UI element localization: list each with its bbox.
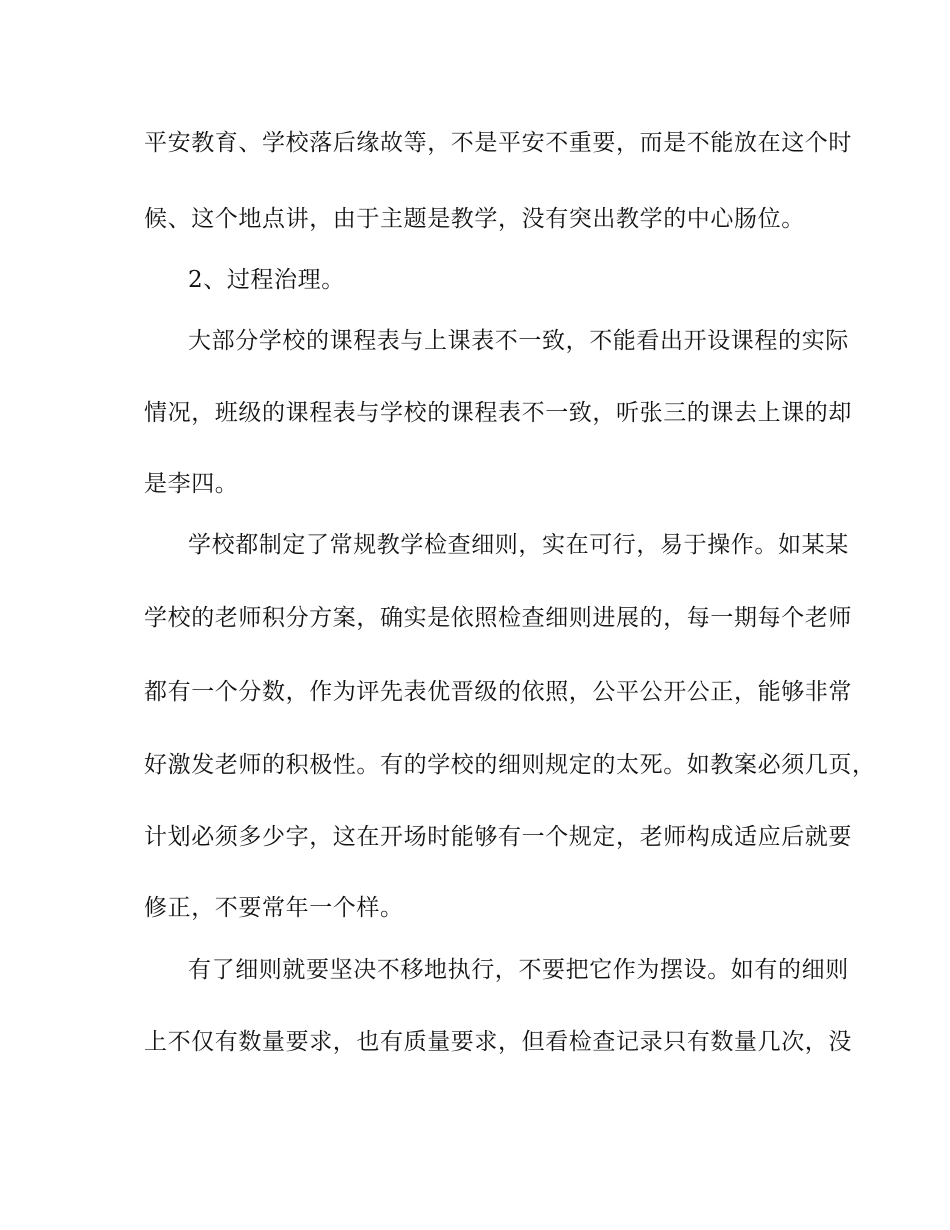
text-line: 学校的老师积分方案，确实是依照检查细则进展的，每一期每个老师 [144, 605, 852, 631]
section-heading: 2、过程治理。 [188, 267, 345, 293]
text-line: 候、这个地点讲，由于主题是教学，没有突出教学的中心肠位。 [144, 206, 805, 232]
text-line: 有了细则就要坚决不移地执行，不要把它作为摆设。如有的细则 [188, 957, 849, 983]
text-line: 是李四。 [144, 471, 239, 497]
text-line: 学校都制定了常规教学检查细则，实在可行，易于操作。如某某 [188, 532, 849, 558]
text-line: 情况，班级的课程表与学校的课程表不一致，听张三的课去上课的却 [144, 400, 852, 426]
text-line: 好激发老师的积极性。有的学校的细则规定的太死。如教案必须几页， [144, 752, 876, 778]
text-line: 平安教育、学校落后缘故等，不是平安不重要，而是不能放在这个时 [144, 130, 852, 156]
text-line: 都有一个分数，作为评先表优晋级的依照，公平公开公正，能够非常 [144, 679, 852, 705]
text-line: 计划必须多少字，这在开场时能够有一个规定，老师构成适应后就要 [144, 824, 852, 850]
text-line: 修正，不要常年一个样。 [144, 895, 404, 921]
text-line: 大部分学校的课程表与上课表不一致，不能看出开设课程的实际 [188, 328, 849, 354]
text-line: 上不仅有数量要求，也有质量要求，但看检查记录只有数量几次，没 [144, 1029, 852, 1055]
